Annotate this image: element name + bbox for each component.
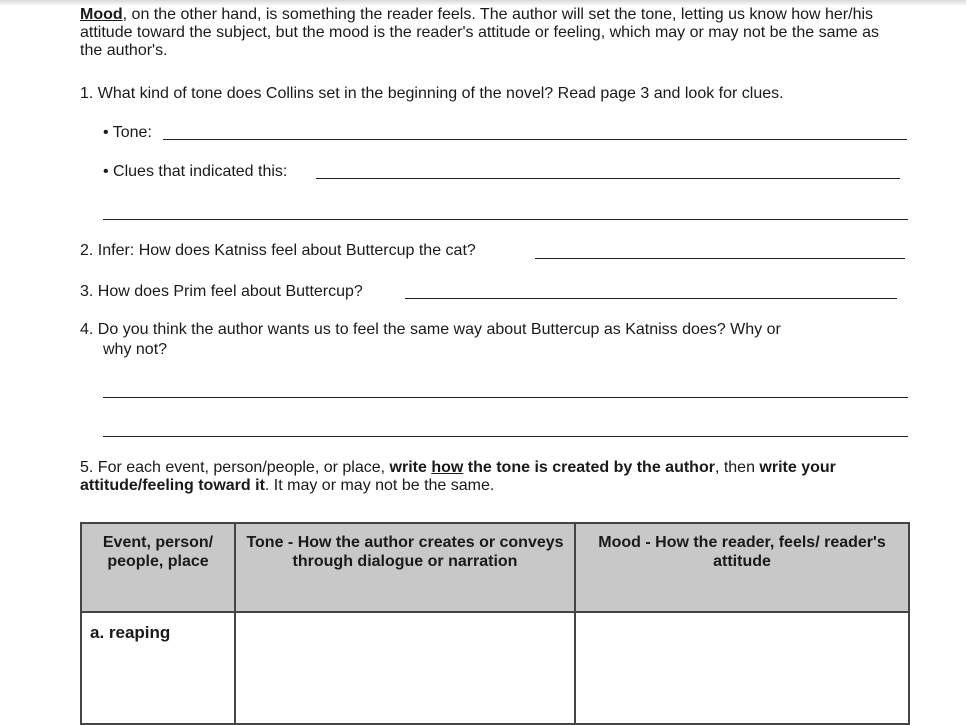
clues-label: • Clues that indicated this: (103, 163, 288, 180)
question-3: 3. How does Prim feel about Buttercup? (80, 283, 363, 300)
table-header-row (81, 523, 909, 612)
question-4: 4. Do you think the author wants us to feel the same way about Buttercup as Katniss does? Why or (80, 321, 781, 338)
q5-text-2: , then (714, 459, 755, 476)
header-tone: Tone - How the author creates or conveys through dialogue or narration (235, 523, 575, 612)
q5-bold-write: write (389, 459, 427, 476)
q3-answer-line[interactable] (405, 298, 897, 299)
q5-bold-write-2: write (759, 459, 797, 476)
q2-answer-line[interactable] (535, 258, 905, 259)
q4-answer-line-2[interactable] (103, 436, 908, 437)
clues-answer-line[interactable] (316, 178, 900, 179)
question-4-continued: why not? (103, 341, 168, 358)
mood-definition (80, 6, 890, 60)
q4-answer-line-1[interactable] (103, 397, 908, 398)
cell-tone[interactable] (235, 612, 575, 724)
q5-text-3: . It may or may not be the same. (264, 477, 495, 494)
cell-mood[interactable] (575, 612, 909, 724)
header-mood: Mood - How the reader, feels/ reader's attitude (575, 523, 909, 612)
tone-answer-line[interactable] (163, 139, 907, 140)
clues-answer-line-2[interactable] (103, 219, 908, 220)
table-row (81, 612, 909, 724)
q5-bold-attitude: your attitude/feeling toward it (80, 459, 836, 494)
q5-bold-how: how (431, 459, 464, 476)
tone-mood-table (80, 522, 910, 725)
cell-event: a. reaping (81, 612, 235, 724)
q5-text-1: 5. For each event, person/people, or place, (80, 459, 386, 476)
question-1: 1. What kind of tone does Collins set in the beginning of the novel? Read page 3 and look for clues. (80, 85, 784, 102)
question-2: 2. Infer: How does Katniss feel about Buttercup the cat? (80, 242, 476, 259)
mood-term: Mood (80, 6, 123, 23)
question-5 (80, 459, 920, 495)
header-event: Event, person/ people, place (81, 523, 235, 612)
q5-bold-tone-created: the tone is created by the author (467, 459, 715, 476)
tone-label: • Tone: (103, 124, 152, 141)
mood-definition-text: , on the other hand, is something the reader feels. The author will set the tone, letting us know how her/his attitude toward the subject, but the mood is the reader's attitude or feeling, which may or may not be the same as the author's. (80, 6, 880, 59)
